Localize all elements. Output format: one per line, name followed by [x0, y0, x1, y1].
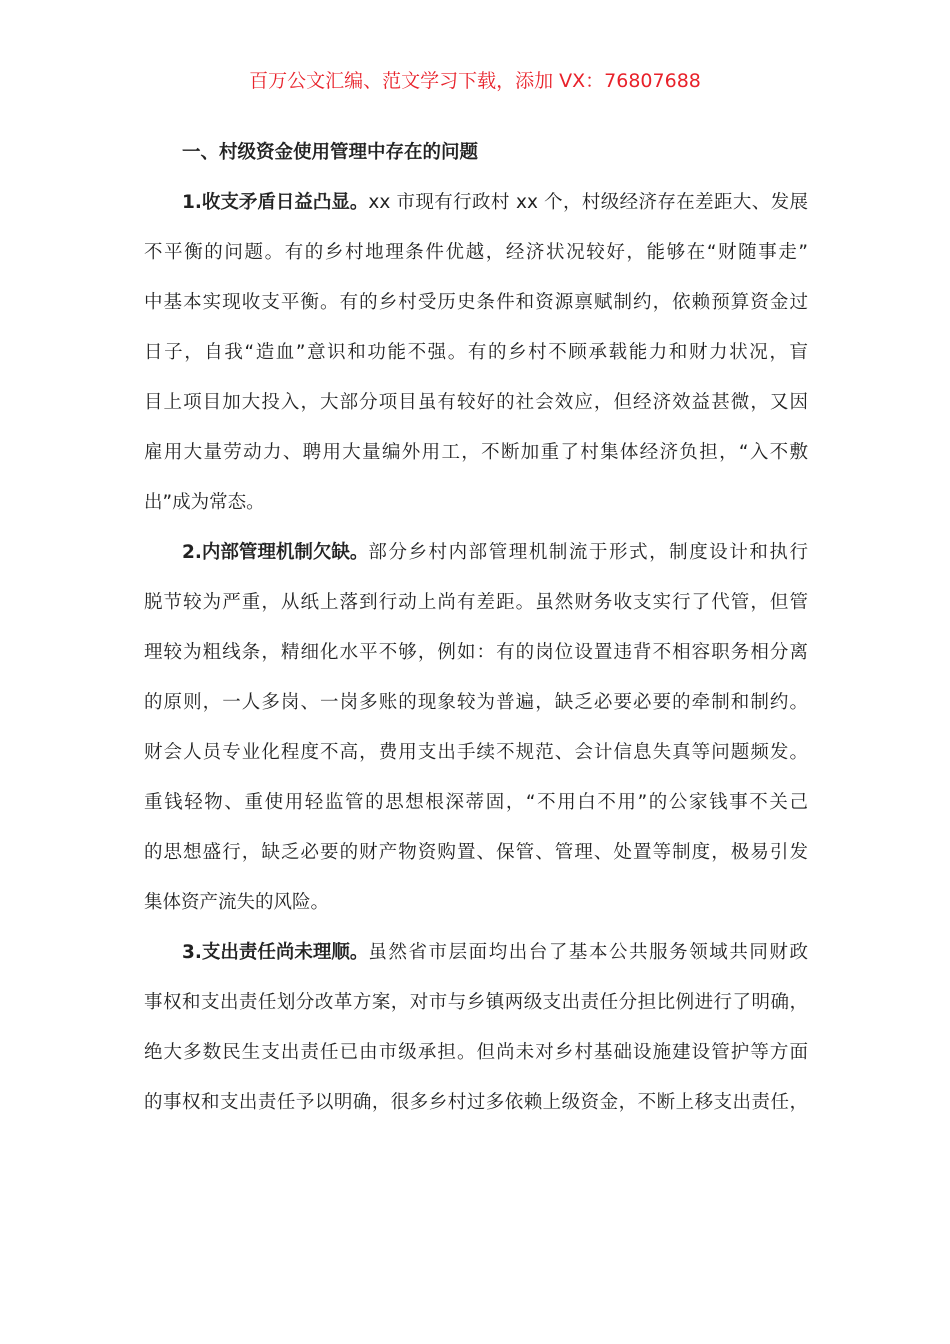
text-line: 财会人员专业化程度不高，费用支出手续不规范、会计信息失真等问题频发。 — [144, 742, 808, 763]
text-line: 绝大多数民生支出责任已由市级承担。但尚未对乡村基础设施建设管护等方面 — [144, 1042, 808, 1063]
document-body — [144, 128, 808, 1128]
text-line: 脱节较为严重，从纸上落到行动上尚有差距。虽然财务收支实行了代管，但管 — [144, 592, 808, 613]
paragraph-lead: 3.支出责任尚未理顺。 — [182, 942, 369, 963]
paragraph-text: 部分乡村内部管理机制流于形式，制度设计和执行 — [368, 542, 808, 563]
text-line: 事权和支出责任划分改革方案，对市与乡镇两级支出责任分担比例进行了明确， — [144, 992, 808, 1013]
paragraph-1 — [144, 178, 808, 528]
text-line — [144, 178, 808, 228]
text-line: 不平衡的问题。有的乡村地理条件优越，经济状况较好，能够在“财随事走” — [144, 242, 808, 263]
text-line — [144, 528, 808, 578]
text-line: 出”成为常态。 — [144, 492, 265, 513]
text-line: 的思想盛行，缺乏必要的财产物资购置、保管、管理、处置等制度，极易引发 — [144, 842, 808, 863]
text-line: 雇用大量劳动力、聘用大量编外用工，不断加重了村集体经济负担，“入不敷 — [144, 442, 808, 463]
paragraph-lead: 1.收支矛盾日益凸显。 — [182, 192, 369, 213]
text-line: 的原则，一人多岗、一岗多账的现象较为普遍，缺乏必要必要的牵制和制约。 — [144, 692, 808, 713]
text-line: 重钱轻物、重使用轻监管的思想根深蒂固，“不用白不用”的公家钱事不关己 — [144, 792, 808, 813]
text-line: 理较为粗线条，精细化水平不够，例如：有的岗位设置违背不相容职务相分离 — [144, 642, 808, 663]
watermark-header: 百万公文汇编、范文学习下载，添加 VX：76807688 — [249, 70, 701, 92]
paragraph-lead: 2.内部管理机制欠缺。 — [182, 542, 369, 563]
paragraph-text: xx 市现有行政村 xx 个，村级经济存在差距大、发展 — [368, 192, 808, 213]
paragraph-text: 虽然省市层面均出台了基本公共服务领域共同财政 — [368, 942, 808, 963]
text-line: 集体资产流失的风险。 — [144, 892, 330, 913]
section-title: 一、村级资金使用管理中存在的问题 — [182, 142, 479, 163]
text-line: 目上项目加大投入，大部分项目虽有较好的社会效应，但经济效益甚微，又因 — [144, 392, 808, 413]
paragraph-3 — [144, 928, 808, 1128]
text-line: 中基本实现收支平衡。有的乡村受历史条件和资源禀赋制约，依赖预算资金过 — [144, 292, 808, 313]
text-line: 日子，自我“造血”意识和功能不强。有的乡村不顾承载能力和财力状况，盲 — [144, 342, 808, 363]
text-line: 的事权和支出责任予以明确，很多乡村过多依赖上级资金，不断上移支出责任， — [144, 1092, 808, 1113]
paragraph-2 — [144, 528, 808, 928]
text-line — [144, 928, 808, 978]
